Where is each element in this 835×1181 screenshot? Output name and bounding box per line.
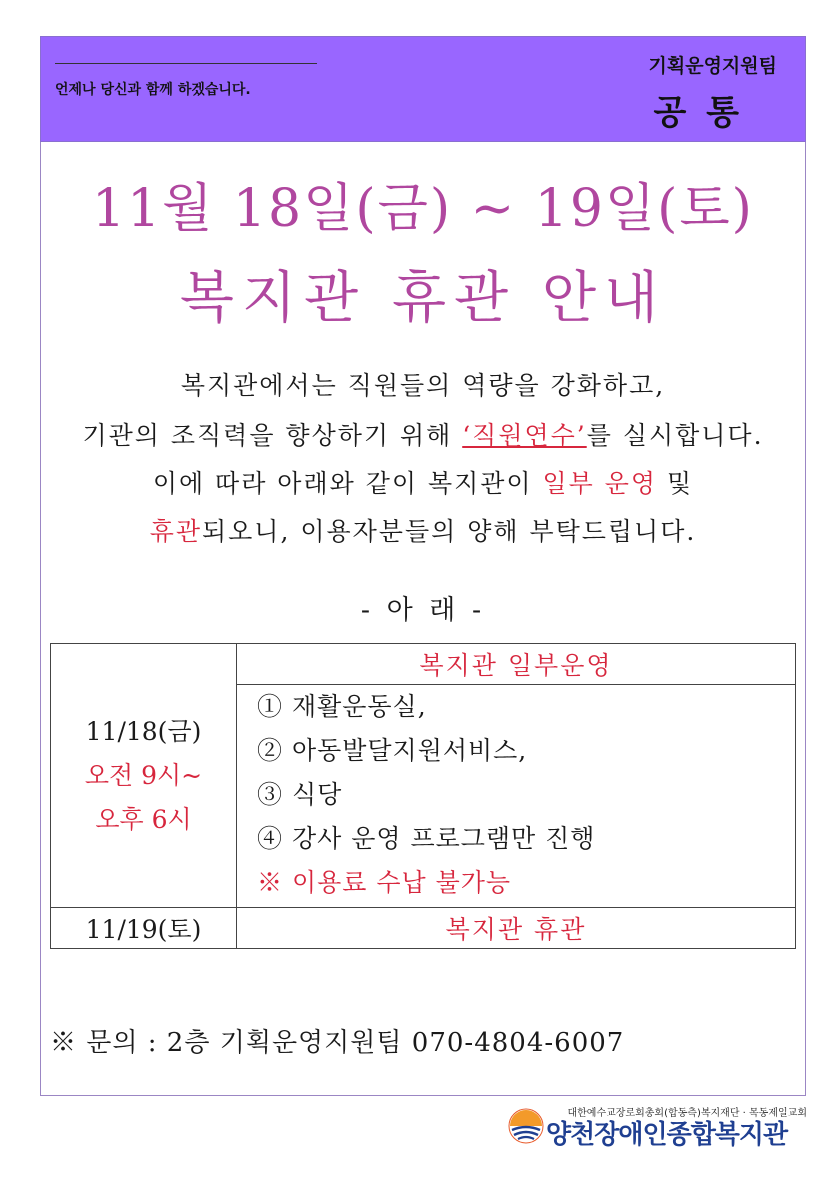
date-cell-nov18 xyxy=(51,644,237,908)
partial-operation-highlight: 일부 운영 xyxy=(542,469,658,498)
list-item: ③ 식당 xyxy=(257,780,343,809)
body-line-3-post: 및 xyxy=(657,469,694,498)
body-line-2 xyxy=(40,416,806,452)
body-line-2-post: 를 실시합니다. xyxy=(586,421,764,450)
body-line-3 xyxy=(40,464,806,500)
header-rule xyxy=(55,63,317,64)
list-item: ① 재활운동실, xyxy=(257,692,427,721)
time-start: 오전 9시~ xyxy=(84,760,203,790)
table-row xyxy=(51,644,796,685)
header-banner xyxy=(40,36,806,142)
body-line-1-text: 복지관에서는 직원들의 역량을 강화하고, xyxy=(180,371,666,400)
operation-items-cell xyxy=(237,685,796,908)
body-line-1 xyxy=(40,366,806,402)
time-end: 오후 6시 xyxy=(95,804,192,834)
inquiry-contact: ※ 문의 : 2층 기획운영지원팀 070-4804-6007 xyxy=(50,1028,625,1058)
notice-type: 공 통 xyxy=(653,93,743,133)
body-line-4-post: 되오니, 이용자분들의 양해 부탁드립니다. xyxy=(202,517,697,546)
date-nov19: 11/19(토) xyxy=(51,908,237,949)
body-line-3-pre: 이에 따라 아래와 같이 복지관이 xyxy=(152,469,543,498)
training-highlight: ‘직원연수’ xyxy=(462,421,587,450)
fee-note: ※ 이용료 수납 불가능 xyxy=(257,868,512,897)
org-affiliation: 대한예수교장로회총회(합동측)복지재단 · 목동제일교회 xyxy=(567,1108,807,1119)
table-row xyxy=(51,908,796,949)
body-line-4 xyxy=(40,512,806,548)
body-line-2-pre: 기관의 조직력을 향상하기 위해 xyxy=(82,421,463,450)
slogan: 언제나 당신과 함께 하겠습니다. xyxy=(55,82,251,98)
page-title-dates: 11월 18일(금) ~ 19일(토) xyxy=(92,179,754,239)
team-name: 기획운영지원팀 xyxy=(648,55,777,77)
org-name: 양천장애인종합복지관 xyxy=(546,1120,788,1150)
closure-highlight: 휴관 xyxy=(149,517,202,546)
closed-status: 복지관 휴관 xyxy=(237,908,796,949)
schedule-table xyxy=(50,643,796,949)
subheading-below: - 아 래 - xyxy=(360,595,486,626)
list-item: ② 아동발달지원서비스, xyxy=(257,736,528,765)
list-item: ④ 강사 운영 프로그램만 진행 xyxy=(257,824,596,853)
org-logo-icon xyxy=(508,1108,544,1144)
page-title-main: 복지관 휴관 안내 xyxy=(179,266,667,331)
partial-operation-heading: 복지관 일부운영 xyxy=(237,644,796,685)
date-nov18: 11/18(금) xyxy=(85,716,202,746)
